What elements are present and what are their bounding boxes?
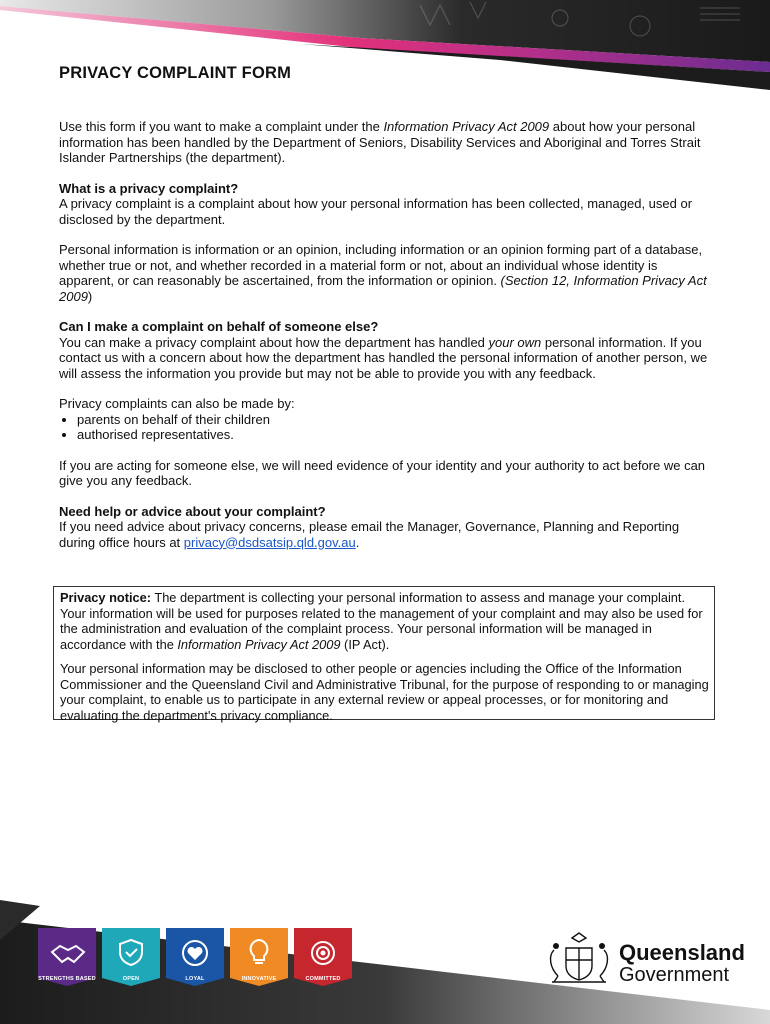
badge-innovative bbox=[230, 928, 288, 986]
help-text-pre: If you need advice about privacy concerns, please email the Manager, Governance, Planning and Reporting during office hours at bbox=[59, 519, 680, 550]
gov-name: Queensland bbox=[619, 940, 745, 965]
privacy-email-link[interactable]: privacy@dsdsatsip.qld.gov.au bbox=[183, 534, 356, 550]
badge-committed bbox=[294, 928, 352, 986]
privacy-notice-paragraph-2: Your personal information may be disclosed to other people or agencies including the Office of the Information Commissioner and the Queensland Civil and Administrative Tribunal, for the purpose of responding to or managing your complaint, to enable us to participate in any external review or appeal processes, or for monitoring and evaluating the department's privacy compliance. bbox=[60, 661, 709, 723]
badge-loyal bbox=[166, 928, 224, 986]
behalf-text-post: personal information. If you contact us with a concern about how the department has handled the personal information of another person, we will assess the information you provide but may not be able to provide you with any feedback. bbox=[59, 334, 708, 381]
list-item: • parents on behalf of their children bbox=[77, 412, 715, 428]
behalf-emphasis: your own bbox=[488, 334, 542, 350]
personal-info-text: Personal information is information or an opinion, including information or an opinion forming part of a database, whether true or not, and whether recorded in a material form or not, about an individual whose identity is apparent, or can reasonably be ascertained, from the information or opinion. bbox=[59, 242, 703, 288]
badge-label: INNOVATIVE bbox=[241, 976, 277, 982]
help-text-post: . bbox=[355, 534, 360, 550]
behalf-heading: Can I make a complaint on behalf of someone else? bbox=[59, 319, 379, 334]
privacy-notice-act: Information Privacy Act 2009 bbox=[177, 636, 341, 652]
behalf-text-pre: You can make a privacy complaint about how the department has handled bbox=[59, 334, 489, 350]
badge-strengths-based bbox=[38, 928, 96, 986]
personal-info-close: ) bbox=[87, 288, 93, 304]
behalf-text bbox=[59, 335, 715, 382]
also-made-by-list bbox=[59, 412, 715, 443]
personal-info-citation: (Section 12, Information Privacy Act 2009 bbox=[59, 273, 707, 304]
privacy-notice-paragraph-1 bbox=[60, 590, 709, 652]
gov-subtitle: Government bbox=[619, 964, 730, 986]
help-heading: Need help or advice about your complaint? bbox=[59, 503, 326, 519]
queensland-government-logo bbox=[544, 930, 744, 990]
privacy-notice-box bbox=[53, 586, 715, 723]
what-is-text: A privacy complaint is a complaint about how your personal information has been collected, managed, used or disclosed by the department. bbox=[59, 196, 693, 227]
intro-text-pre: Use this form if you want to make a complaint under the bbox=[59, 119, 384, 134]
privacy-notice-text-pre: The department is collecting your personal information to assess and manage your complaint. Your information will be used for purposes related to the management of your complaint and may also be used for the administration and evaluation of the complaint process. Your personal information will be managed in accordance with the bbox=[60, 590, 703, 652]
page-title: PRIVACY COMPLAINT FORM bbox=[59, 64, 292, 82]
badge-label: OPEN bbox=[122, 976, 140, 982]
personal-info-paragraph bbox=[59, 242, 715, 304]
badge-label: STRENGTHS BASED bbox=[38, 976, 96, 982]
intro-text-post: about how your personal information has been handled by the Department of Seniors, Disability Services and Aboriginal and Torres Strait Islander Partnerships (the department). bbox=[59, 119, 701, 165]
privacy-notice-text-post: (IP Act). bbox=[340, 636, 390, 652]
acting-text: If you are acting for someone else, we will need evidence of your identity and your authority to act before we can give you any feedback. bbox=[59, 457, 706, 488]
intro-paragraph bbox=[59, 119, 715, 166]
what-is-heading: What is a privacy complaint? bbox=[59, 180, 239, 196]
coat-of-arms-icon bbox=[544, 930, 614, 990]
also-made-by-intro: Privacy complaints can also be made by: bbox=[59, 396, 295, 411]
form-content bbox=[59, 64, 715, 550]
privacy-notice-label: Privacy notice: bbox=[60, 590, 152, 605]
badge-label: LOYAL bbox=[185, 976, 205, 982]
help-text bbox=[59, 519, 715, 550]
intro-act-name: Information Privacy Act 2009 bbox=[383, 119, 550, 134]
badge-open bbox=[102, 928, 160, 986]
list-item: • authorised representatives. bbox=[77, 427, 715, 443]
badge-label: COMMITTED bbox=[305, 976, 341, 982]
